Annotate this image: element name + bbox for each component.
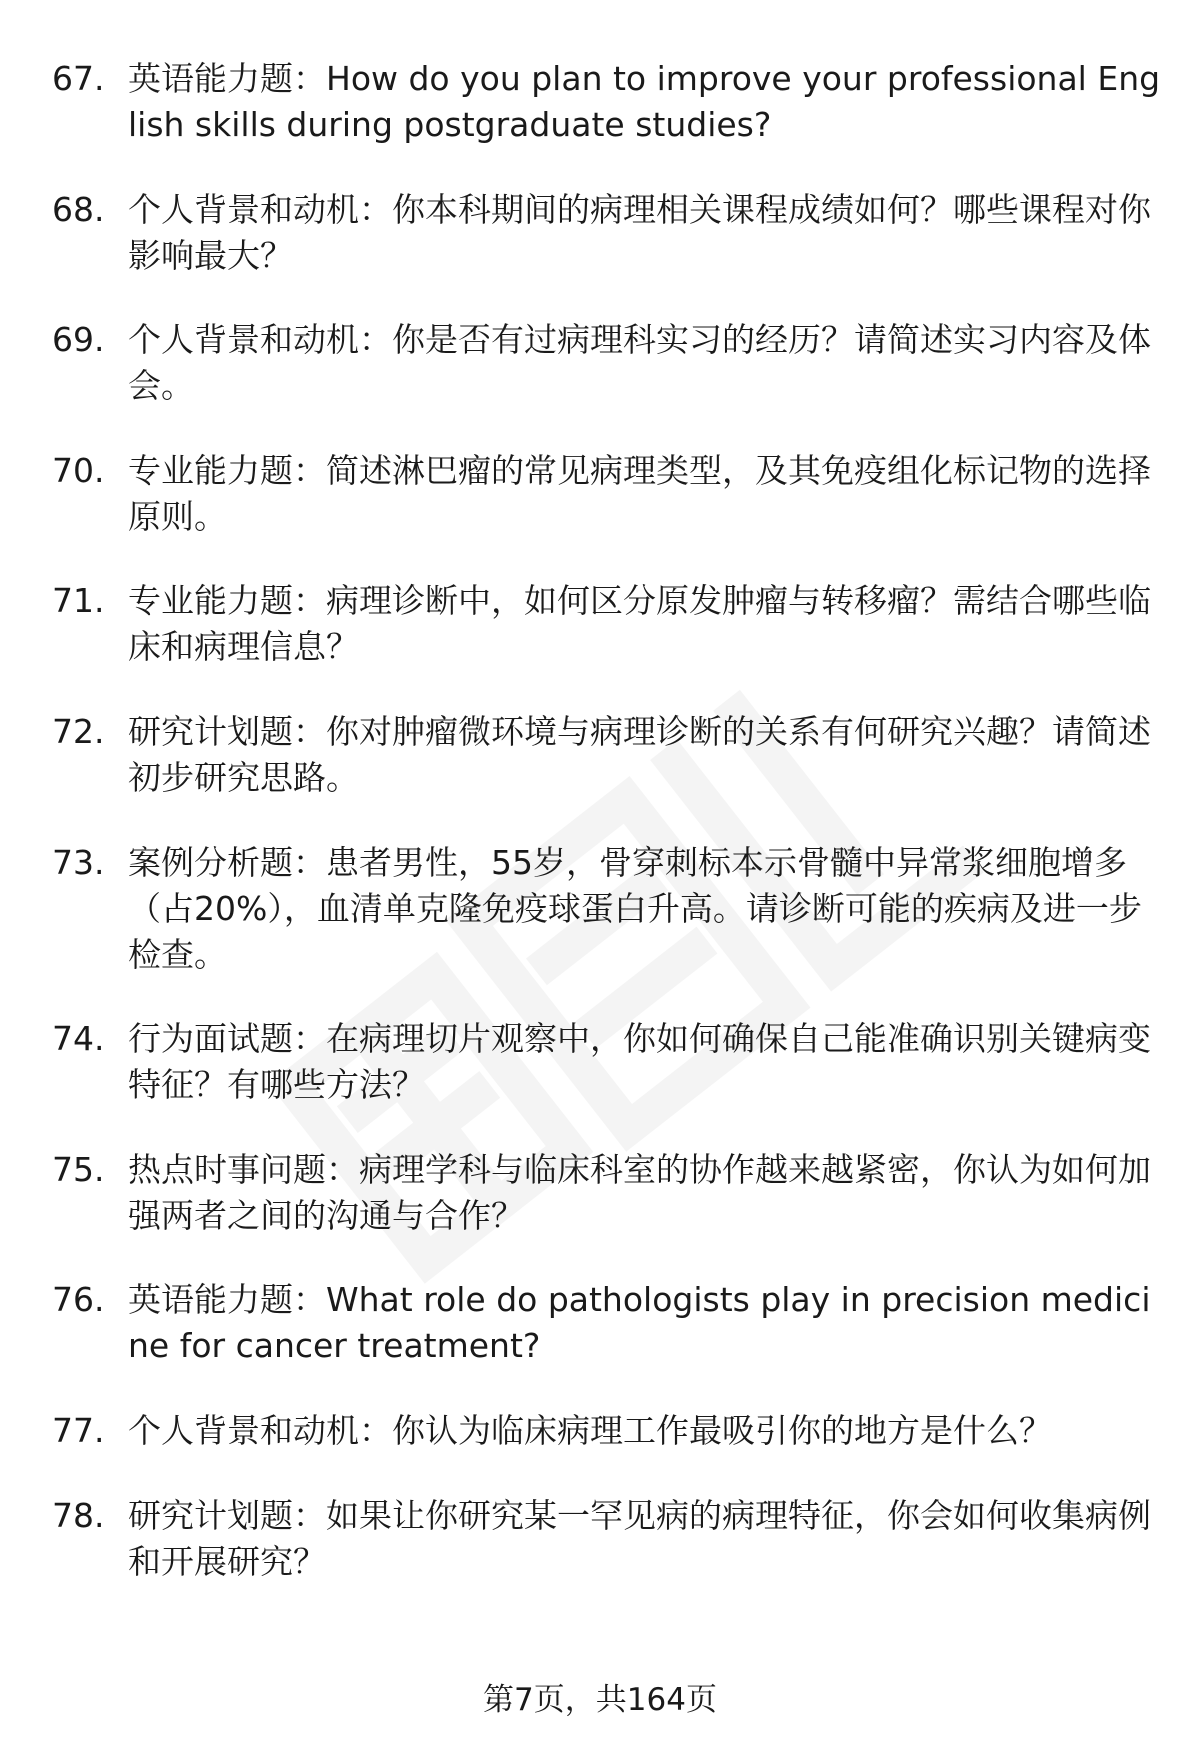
question-item: [52, 709, 1162, 801]
question-item: [52, 1147, 1162, 1239]
question-text: 你对肿瘤微环境与病理诊断的关系有何研究兴趣？请简述初步研究思路。: [128, 711, 1151, 797]
question-text: 你本科期间的病理相关课程成绩如何？哪些课程对你影响最大？: [128, 189, 1151, 275]
question-item: [52, 1277, 1162, 1369]
question-item: [52, 317, 1162, 409]
question-number: 78.: [52, 1495, 105, 1535]
question-number: 74.: [52, 1019, 105, 1059]
question-body: [128, 1493, 1162, 1585]
question-item: [52, 1408, 1162, 1454]
question-body: [128, 448, 1162, 540]
question-category: 个人背景和动机：: [128, 189, 392, 229]
question-body: [128, 1147, 1162, 1239]
question-number: 68.: [52, 189, 105, 229]
question-text: 简述淋巴瘤的常见病理类型，及其免疫组化标记物的选择原则。: [128, 450, 1151, 536]
question-category: 个人背景和动机：: [128, 320, 392, 360]
question-category: 英语能力题：: [128, 1280, 326, 1320]
question-category: 英语能力题：: [128, 59, 326, 98]
question-number: 76.: [52, 1280, 105, 1320]
question-item: [52, 840, 1162, 978]
question-list: [52, 56, 1162, 1623]
question-text: 病理学科与临床科室的协作越来越紧密，你认为如何加强两者之间的沟通与合作？: [128, 1149, 1151, 1235]
page-number-label: 第7页，共164页: [483, 1682, 717, 1718]
question-number: 73.: [52, 842, 105, 882]
question-number: 67.: [52, 59, 105, 98]
question-category: 热点时事问题：: [128, 1149, 359, 1189]
question-number: 72.: [52, 711, 105, 751]
page-footer: [0, 1680, 1200, 1720]
question-category: 个人背景和动机：: [128, 1410, 392, 1450]
question-number: 77.: [52, 1410, 105, 1450]
question-text: What role do pathologists play in precision medicine for cancer treatment?: [128, 1280, 1151, 1366]
question-body: [128, 56, 1162, 148]
question-item: [52, 56, 1162, 148]
question-number: 71.: [52, 581, 105, 621]
question-text: 你是否有过病理科实习的经历？请简述实习内容及体会。: [128, 320, 1151, 406]
question-item: [52, 1016, 1162, 1108]
question-item: [52, 1493, 1162, 1585]
question-number: 69.: [52, 320, 105, 360]
question-body: [128, 1408, 1162, 1454]
question-body: [128, 317, 1162, 409]
question-body: [128, 578, 1162, 670]
question-body: [128, 840, 1162, 978]
question-body: [128, 709, 1162, 801]
question-category: 研究计划题：: [128, 711, 326, 751]
question-text: 如果让你研究某一罕见病的病理特征，你会如何收集病例和开展研究？: [128, 1495, 1151, 1581]
question-body: [128, 187, 1162, 279]
question-category: 专业能力题：: [128, 581, 326, 621]
question-text: 在病理切片观察中，你如何确保自己能准确识别关键病变特征？有哪些方法？: [128, 1019, 1151, 1105]
question-body: [128, 1016, 1162, 1108]
question-category: 研究计划题：: [128, 1495, 326, 1535]
question-text: 你认为临床病理工作最吸引你的地方是什么？: [392, 1410, 1052, 1450]
question-text: 患者男性，55岁，骨穿刺标本示骨髓中异常浆细胞增多（占20%），血清单克隆免疫球蛋白升高。请诊断可能的疾病及进一步检查。: [128, 842, 1142, 974]
question-number: 75.: [52, 1149, 105, 1189]
question-item: [52, 448, 1162, 540]
question-category: 案例分析题：: [128, 842, 326, 882]
question-category: 行为面试题：: [128, 1019, 326, 1059]
question-body: [128, 1277, 1162, 1369]
question-category: 专业能力题：: [128, 450, 326, 490]
question-text: How do you plan to improve your professional English skills during postgraduate studies?: [128, 59, 1161, 144]
question-item: [52, 578, 1162, 670]
question-item: [52, 187, 1162, 279]
question-text: 病理诊断中，如何区分原发肿瘤与转移瘤？需结合哪些临床和病理信息？: [128, 581, 1151, 667]
question-number: 70.: [52, 450, 105, 490]
